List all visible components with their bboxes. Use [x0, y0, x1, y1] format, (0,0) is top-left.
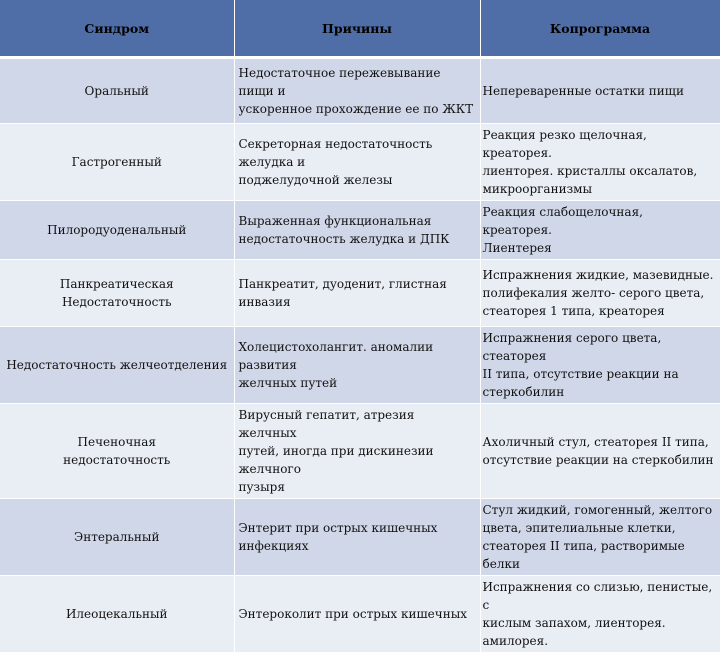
- header-row: [0, 0, 720, 58]
- table-row: [0, 201, 720, 260]
- syndrome-cell: Гастрогенный: [0, 124, 234, 201]
- header-syndrome: Синдром: [0, 0, 234, 58]
- table-row: [0, 499, 720, 576]
- coprogram-cell: Испражнения серого цвета, стеаторея II типа, отсутствие реакции на стеркобилин: [480, 327, 720, 404]
- coprogram-cell: Испражнения жидкие, мазевидные. полифекалия желто- серого цвета, стеаторея 1 типа, креаторея: [480, 260, 720, 327]
- table-row: [0, 58, 720, 124]
- coprogram-cell: Испражнения со слизью, пенистые, с кислым запахом, лиенторея. амилорея.: [480, 576, 720, 653]
- syndrome-cell: Недостаточность желчеотделения: [0, 327, 234, 404]
- causes-cell: Недостаточное пережевывание пищи и ускоренное прохождение ее по ЖКТ: [234, 58, 480, 124]
- header-coprogram: Копрограмма: [480, 0, 720, 58]
- causes-cell: Выраженная функциональная недостаточность желудка и ДПК: [234, 201, 480, 260]
- table-row: [0, 576, 720, 653]
- table-row: [0, 327, 720, 404]
- syndrome-cell: Энтеральный: [0, 499, 234, 576]
- causes-cell: Вирусный гепатит, атрезия желчных путей, иногда при дискинезии желчного пузыря: [234, 404, 480, 499]
- causes-cell: Энтерит при острых кишечных инфекциях: [234, 499, 480, 576]
- coprogram-cell: Ахоличный стул, стеаторея II типа, отсутствие реакции на стеркобилин: [480, 404, 720, 499]
- table-row: [0, 260, 720, 327]
- table-row: [0, 404, 720, 499]
- syndrome-cell: Панкреатическая Недостаточность: [0, 260, 234, 327]
- syndrome-cell: Печеночная недостаточность: [0, 404, 234, 499]
- table-row: [0, 124, 720, 201]
- coprogram-cell: Реакция слабощелочная, креаторея. Лиентерея: [480, 201, 720, 260]
- causes-cell: Панкреатит, дуоденит, глистная инвазия: [234, 260, 480, 327]
- syndrome-cell: Илеоцекальный: [0, 576, 234, 653]
- syndrome-cell: Оральный: [0, 58, 234, 124]
- causes-cell: Энтероколит при острых кишечных: [234, 576, 480, 653]
- causes-cell: Секреторная недостаточность желудка и поджелудочной железы: [234, 124, 480, 201]
- coprogram-cell: Непереваренные остатки пищи: [480, 58, 720, 124]
- header-causes: Причины: [234, 0, 480, 58]
- causes-cell: Холецистохолангит. аномалии развития желчных путей: [234, 327, 480, 404]
- coprogram-cell: Реакция резко щелочная, креаторея. лиенторея. кристаллы оксалатов, микроорганизмы: [480, 124, 720, 201]
- syndrome-cell: Пилородуоденальный: [0, 201, 234, 260]
- coprogram-cell: Стул жидкий, гомогенный, желтого цвета, эпителиальные клетки, стеаторея II типа, растворимые белки: [480, 499, 720, 576]
